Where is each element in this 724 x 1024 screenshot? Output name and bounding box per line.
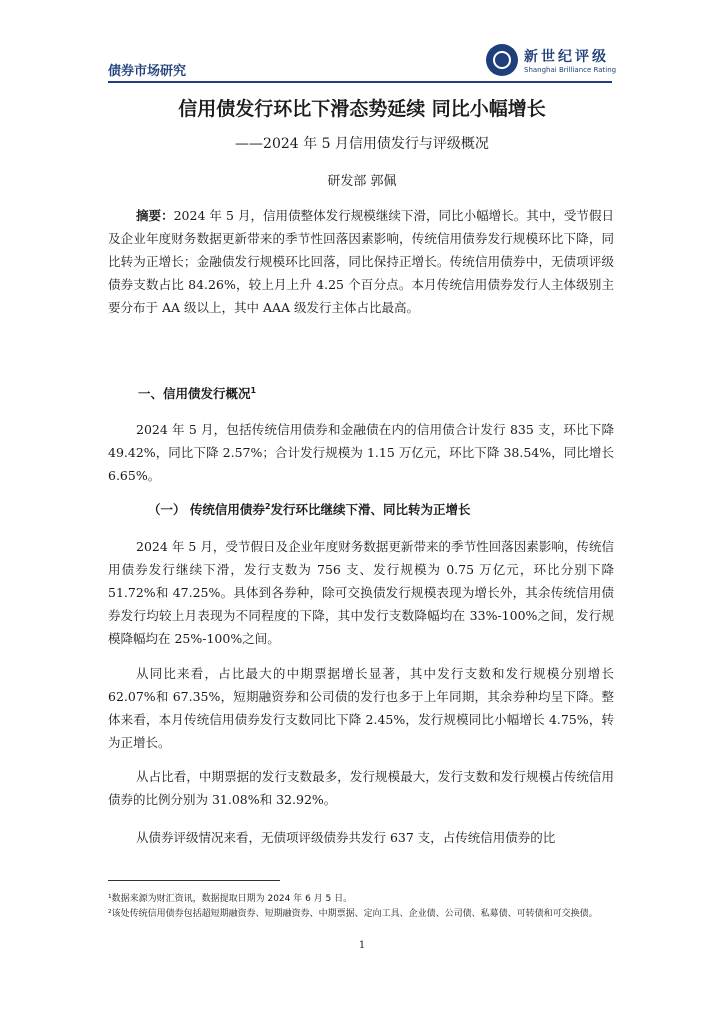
footnote-ref-2: 2 <box>264 501 271 511</box>
logo-chinese-name: 新世纪评级 <box>524 49 609 65</box>
company-logo <box>486 44 616 78</box>
header-section-title: 债券市场研究 <box>108 64 187 79</box>
body-paragraph: 从债券评级情况来看，无债项评级债券共发行 637 支，占传统信用债券的比 <box>136 830 556 845</box>
abstract-label: 摘要： <box>136 208 174 223</box>
abstract-paragraph <box>108 204 614 319</box>
footnote-2: ²该处传统信用债券包括超短期融资券、短期融资券、中期票据、定向工具、企业债、公司债、私募债、可转债和可交换债。 <box>108 909 598 919</box>
author-line: 研发部 郭佩 <box>327 174 397 189</box>
document-title: 信用债发行环比下滑态势延续 同比小幅增长 <box>178 98 546 120</box>
section-1-heading: 一、信用债发行概况$^1$ <box>138 385 257 401</box>
body-paragraph: 2024 年 5 月，受节假日及企业年度财务数据更新带来的季节性回落因素影响，传统信用债券发行继续下滑，发行支数为 756 支、发行规模为 0.75 万亿元，环比分别下降 51.72%和 47.25%。具体到各券种，除可交换债发行规模表现为增长外，其余传统信用债券发行均较上月表现为不同程度的下降，其中发行支数降幅均在 33%-100%之间，发行规模降幅均在 25%-100%之间。 <box>108 539 614 646</box>
page-number: 1 <box>358 940 366 951</box>
abstract-text: 2024 年 5 月，信用债整体发行规模继续下滑，同比小幅增长。其中，受节假日及企业年度财务数据更新带来的季节性回落因素影响，传统信用债券发行规模环比下降，同比转为正增长；金融债发行规模环比回落，同比保持正增长。传统信用债券中，无债项评级债券支数占比 84.26%，较上月上升 4.25 个百分点。本月传统信用债券发行人主体级别主要分布于 AA 级以上，其中 AAA 级发行主体占比最高。 <box>108 208 614 315</box>
subsection-1-heading: （一） 传统信用债券$^2$发行环比继续下滑、同比转为正增长 <box>148 501 471 517</box>
header-divider <box>108 81 612 83</box>
body-paragraph: 从占比看，中期票据的发行支数最多，发行规模最大，发行支数和发行规模占传统信用债券的比例分别为 31.08%和 32.92%。 <box>108 769 614 807</box>
section-1-paragraph: 2024 年 5 月，包括传统信用债券和金融债在内的信用债合计发行 835 支，环比下降 49.42%，同比下降 2.57%；合计发行规模为 1.15 万亿元，环比下降 38.54%，同比增长 6.65%。 <box>108 422 614 483</box>
footnote-divider <box>108 880 280 881</box>
document-subtitle: ——2024 年 5 月信用债发行与评级概况 <box>235 136 489 152</box>
logo-english-name: Shanghai Brilliance Rating <box>524 66 617 74</box>
logo-emblem-icon <box>486 44 518 76</box>
footnote-1: ¹数据来源为财汇资讯，数据提取日期为 2024 年 6 月 5 日。 <box>108 894 353 904</box>
body-paragraph: 从同比来看，占比最大的中期票据增长显著，其中发行支数和发行规模分别增长 62.07%和 67.35%，短期融资券和公司债的发行也多于上年同期，其余券种均呈下降。整体来看，本月传统信用债券发行支数同比下降 2.45%，发行规模同比小幅增长 4.75%，转为正增长。 <box>108 666 614 750</box>
footnote-ref-1: 1 <box>250 385 257 395</box>
